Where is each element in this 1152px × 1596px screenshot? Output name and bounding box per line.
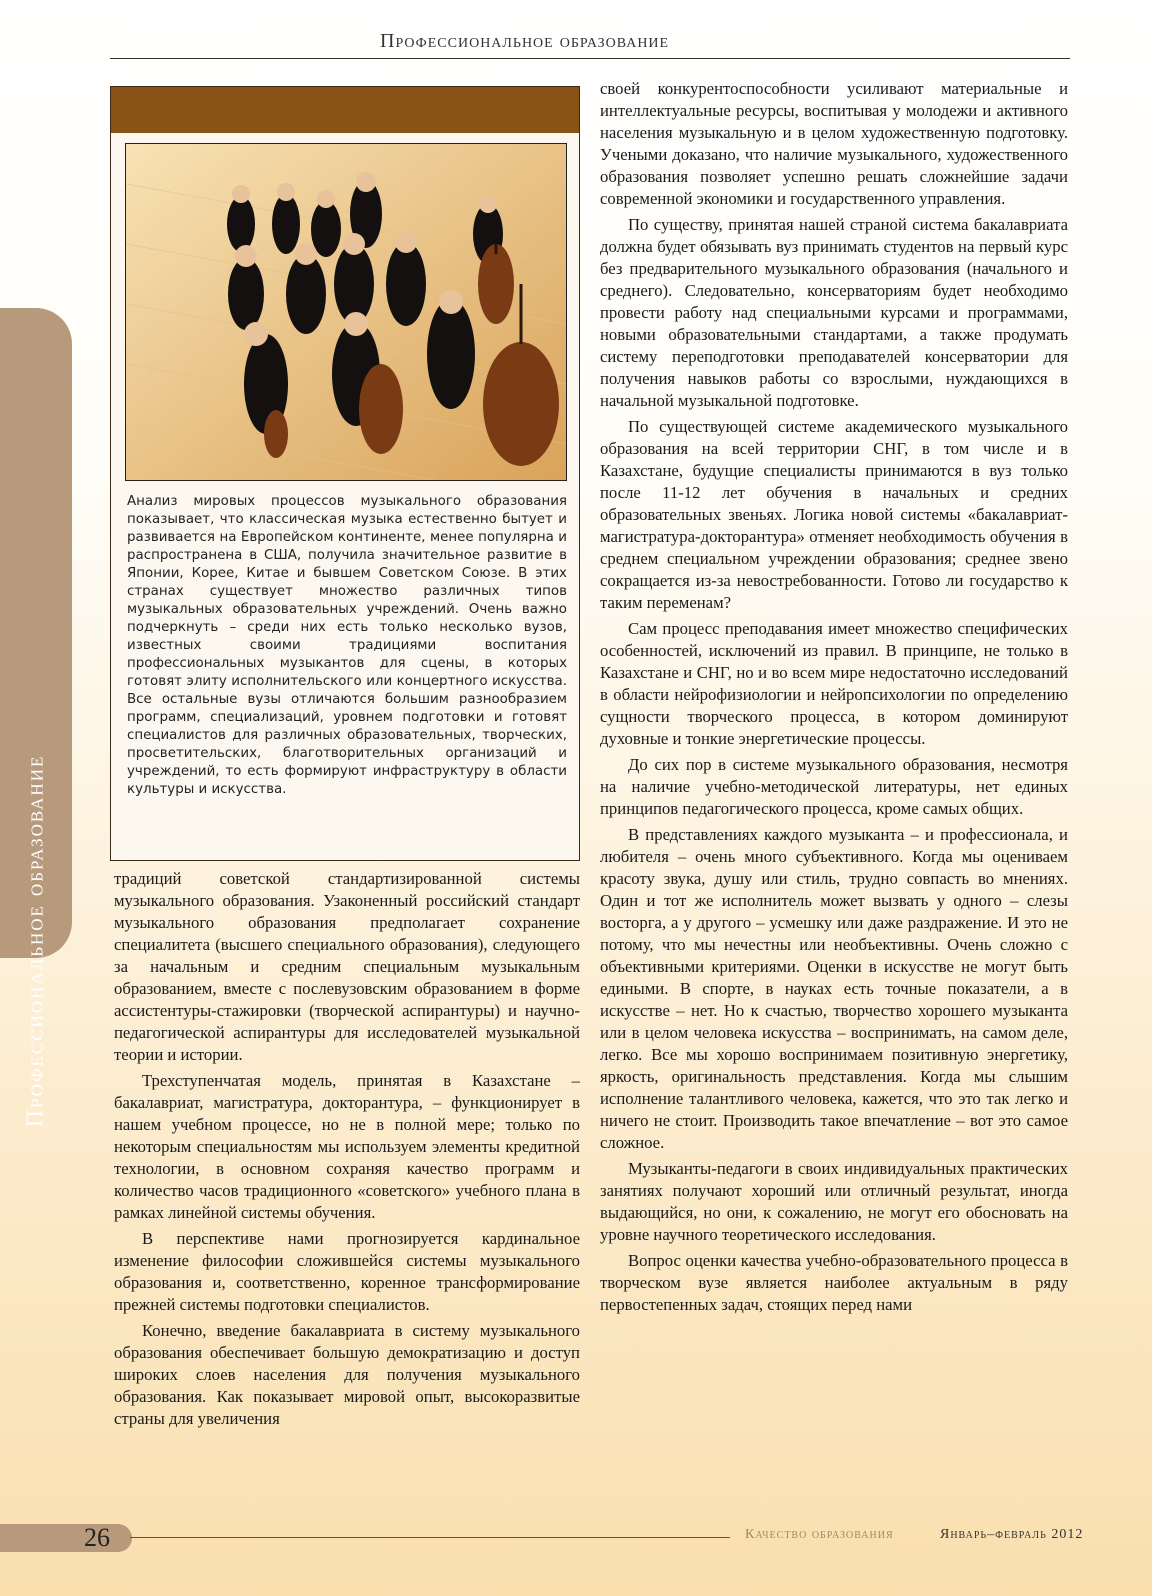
left-paragraph: В перспективе нами прогнозируется кардинальное изменение философии сложившейся системы музыкального образования и, соответственно, коренное трансформирование прежней системы подготовки специалистов. xyxy=(114,1229,580,1314)
footer-rule xyxy=(130,1537,730,1538)
footer-issue-date: Январь–февраль 2012 xyxy=(940,1527,1084,1542)
orchestra-photo-illustration xyxy=(126,144,566,480)
sidebar-box-header-bar xyxy=(111,87,579,133)
orchestra-photo xyxy=(125,143,567,481)
right-paragraph: По существу, принятая нашей страной система бакалавриата должна будет обязывать вуз принимать студентов на первый курс без предварительного музыкального образования (начального и среднего). Следовательно, консерваториям будет необходимо провести работу над специальными курсами и программами, новыми образовательными стандартами, а также продумать систему переподготовки преподавателей консерватории для получения навыков работы со взрослыми, нуждающихся в начальной музыкальной подготовке. xyxy=(600,215,1068,410)
sidebar-caption: Анализ мировых процессов музыкального образования показывает, что классическая музыка естественно бытует и развивается на Европейском континенте, менее популярна и распространена в США, получила значительное развитие в Японии, Корее, Китае и бывшем Советском Союзе. В этих странах существует множество различных типов музыкальных образовательных учреждений. Очень важно подчеркнуть – среди них есть только несколько вузов, известных своими традициями воспитания профессиональных музыкантов для сцены, в которых готовят элиту исполнительского или концертного искусства. Все остальные вузы отличаются большим разнообразием программ, специализаций, уровнем подготовки и готовят специалистов для различных образовательных, творческих, просветительских, благотворительных организаций и учреждений, то есть формируют инфраструктуру в области культуры и искусства. xyxy=(127,494,567,797)
running-header: Профессиональное образование xyxy=(380,30,670,52)
right-paragraph: своей конкурентоспособности усиливают материальные и интеллектуальные ресурсы, воспитывая у молодежи и активного населения музыкальную и в целом художественную подготовку. Учеными доказано, что наличие музыкального, художественного образования позволяет успешно решать сложнейшие задачи современной экономики и государственного управления. xyxy=(600,79,1068,208)
right-paragraph: Сам процесс преподавания имеет множество специфических особенностей, исключений из правил. В принципе, не только в Казахстане и СНГ, но и во всем мире недостаточно исследований в области нейрофизиологии и нейропсихологии по определению сущности творческого процесса, в котором доминируют духовные и тонкие энергетические процессы. xyxy=(600,619,1068,748)
footer-journal-name: Качество образования xyxy=(745,1527,894,1542)
right-paragraph: Вопрос оценки качества учебно-образовательного процесса в творческом вузе является наиболее актуальным в ряду первостепенных задач, стоящих перед нами xyxy=(600,1251,1068,1314)
page-number: 26 xyxy=(84,1523,110,1552)
right-paragraph: В представлениях каждого музыканта – и профессионала, и любителя – очень много субъективного. Когда мы оцениваем красоту звука, душу или стиль, трудно совпасть во мнениях. Один и тот же исполнитель может вызвать у одного – слезы восторга, а у другого – усмешку или даже раздражение. И это не потому, что мы нечестны или необъективны. Очень сложно с объективными критериями. Оценки в искусстве не могут быть едиными. В спорте, в науках есть точные показатели, а в искусстве – нет. Но к счастью, творчество хорошего музыканта или в целом человека искусства – воспринимать, на самом деле, легко. Все мы хорошо воспринимаем позитивную энергетику, яркость, оригинальность представления. Когда мы слышим исполнение талантливого человека, кажется, что это так легко и ничего не стоит. Производить такое впечатление – вот это самое сложное. xyxy=(600,825,1068,1152)
page-number-tab xyxy=(0,1524,132,1552)
right-paragraph: Музыканты-педагоги в своих индивидуальных практических занятиях получают хороший или отличный результат, иногда выдающийся, но они, к сожалению, не могут его обосновать на уровне научного теоретического исследования. xyxy=(600,1159,1068,1244)
section-side-tab xyxy=(0,308,72,1128)
sidebar-box xyxy=(110,86,580,861)
left-paragraph: традиций советской стандартизированной системы музыкального образования. Узаконенный российский стандарт музыкального образования предполагает сохранение специалитета (высшего специального образования), следующего за начальным и средним специальным музыкальным образованием, вместе с послевузовским образованием в форме ассистентуры-стажировки (творческой аспирантуры) и научно-педагогической аспирантуры для исследователей музыкальной теории и истории. xyxy=(114,869,580,1064)
header-rule xyxy=(110,58,1070,59)
side-tab-label: Профессиональное образование xyxy=(22,754,49,1128)
right-column xyxy=(600,78,1068,1320)
left-paragraph: Трехступенчатая модель, принятая в Казахстане – бакалавриат, магистратура, докторантура, – функционирует в нашем учебном процессе, но не в полной мере; только по некоторым специальностям мы используем элементы кредитной технологии, в основном сохраняя качество программ и количество часов традиционного «советского» учебного плана в рамках линейной системы обучения. xyxy=(114,1071,580,1222)
right-paragraph: До сих пор в системе музыкального образования, несмотря на наличие учебно-методической литературы, нет единых принципов педагогического процесса, кроме самых общих. xyxy=(600,755,1068,818)
right-paragraph: По существующей системе академического музыкального образования на всей территории СНГ, в том числе и в Казахстане, будущие специалисты принимаются в вуз только после 11-12 лет обучения в начальных и средних образовательных звеньях. Логика новой системы «бакалавриат-магистратура-докторантура» отменяет необходимость обучения в среднем специальном учреждении образования; среднее звено сокращается из-за невостребованности. Готово ли государство к таким переменам? xyxy=(600,417,1068,612)
left-paragraph: Конечно, введение бакалавриата в систему музыкального образования обеспечивает большую демократизацию и доступ широких слоев населения для получения музыкального образования. Как показывает мировой опыт, высокоразвитые страны для увеличения xyxy=(114,1321,580,1428)
left-column xyxy=(114,868,580,1434)
